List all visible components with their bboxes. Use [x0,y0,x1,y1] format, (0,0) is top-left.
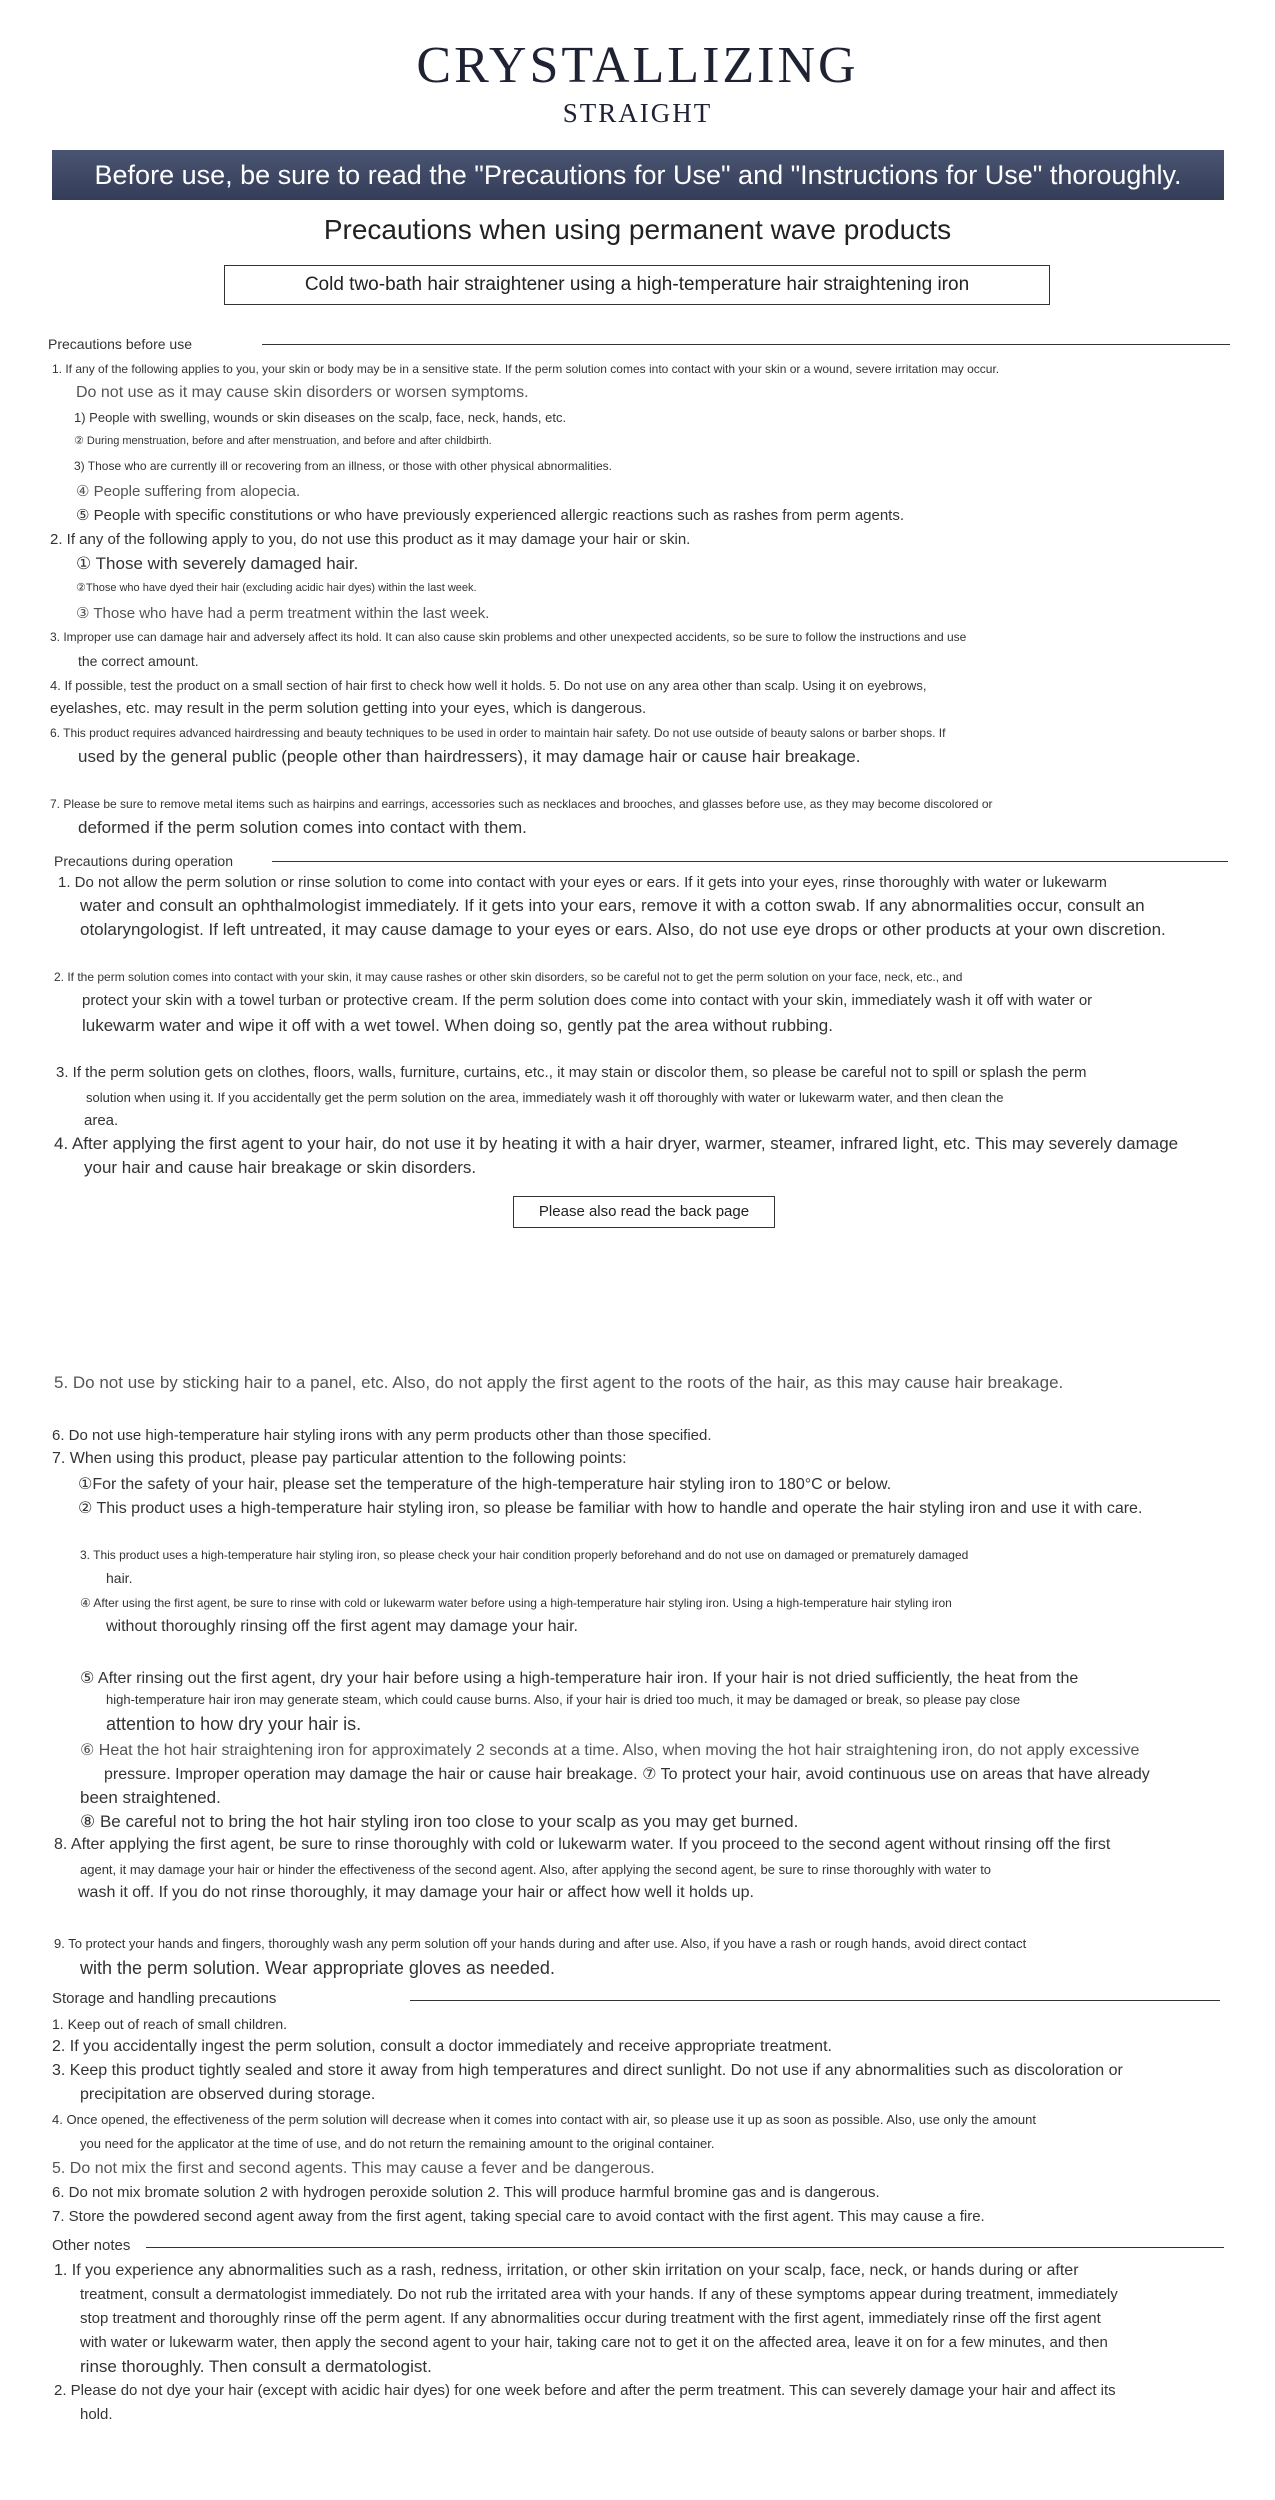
section-divider [146,2247,1224,2248]
text-line: ②Those who have dyed their hair (excluding acidic hair dyes) within the last week. [76,582,477,594]
text-line: ③ Those who have had a perm treatment within the last week. [76,605,490,622]
text-line: ⑥ Heat the hot hair straightening iron for approximately 2 seconds at a time. Also, when moving the hot hair straightening iron, do not apply excessive [80,1742,1140,1759]
text-line: ⑧ Be careful not to bring the hot hair styling iron too close to your scalp as you may get burned. [80,1812,799,1831]
text-line: you need for the applicator at the time of use, and do not return the remaining amount to the original container. [80,2136,715,2151]
text-line: ④ After using the first agent, be sure to rinse with cold or lukewarm water before using a high-temperature hair styling iron. Using a high-temperature hair styling iron [80,1596,952,1610]
text-line: water and consult an ophthalmologist immediately. If it gets into your ears, remove it with a cotton swab. If any abnormalities occur, consult an [80,896,1145,915]
text-line: 4. After applying the first agent to your hair, do not use it by heating it with a hair dryer, warmer, steamer, infrared light, etc. This may severely damage [54,1134,1179,1153]
text-line: 3. This product uses a high-temperature hair styling iron, so please check your hair condition properly beforehand and do not use on damaged or prematurely damaged [80,1548,969,1562]
text-line: 1. Keep out of reach of small children. [52,2016,288,2032]
text-line: ② During menstruation, before and after menstruation, and before and after childbirth. [74,435,492,447]
text-line: with the perm solution. Wear appropriate gloves as needed. [80,1958,555,1978]
section-divider [272,861,1228,862]
text-line: area. [84,1112,119,1129]
text-line: 4. Once opened, the effectiveness of the perm solution will decrease when it comes into contact with air, so please use it up as soon as possible. Also, use only the amount [52,2112,1036,2127]
text-line: 5. Do not use by sticking hair to a panel, etc. Also, do not apply the first agent to the roots of the hair, as this may cause hair breakage. [54,1373,1064,1392]
text-line: wash it off. If you do not rinse thoroughly, it may damage your hair or affect how well it holds up. [78,1884,754,1901]
section-heading-during-operation: Precautions during operation [54,853,234,869]
brand-name: CRYSTALLIZING [416,37,859,94]
text-line: solution when using it. If you accidentally get the perm solution on the area, immediately wash it off thoroughly with water or lukewarm water, and then clean the [86,1090,1004,1105]
section-heading-other: Other notes [52,2237,131,2254]
text-line: 6. This product requires advanced hairdressing and beauty techniques to be used in order to maintain hair safety. Do not use outside of beauty salons or barber shops. If [50,726,946,740]
text-line: 5. Do not mix the first and second agents. This may cause a fever and be dangerous. [52,2160,655,2177]
text-line: the correct amount. [78,653,199,669]
text-line: high-temperature hair iron may generate steam, which could cause burns. Also, if your hair is dried too much, it may be damaged or break, so please pay close [106,1692,1021,1707]
text-line: precipitation are observed during storage. [80,2086,376,2103]
text-line: ② This product uses a high-temperature hair styling iron, so please be familiar with how to handle and operate the hair styling iron and use it with care. [78,1500,1143,1517]
text-line: ⑤ People with specific constitutions or who have previously experienced allergic reactions such as rashes from perm agents. [76,507,905,524]
text-line: lukewarm water and wipe it off with a wet towel. When doing so, gently pat the area without rubbing. [82,1016,833,1035]
text-line: 8. After applying the first agent, be sure to rinse thoroughly with cold or lukewarm water. If you proceed to the second agent without rinsing off the first [54,1836,1111,1853]
text-line: 7. Store the powdered second agent away from the first agent, taking special care to avoid contact with the first agent. This may cause a fire. [52,2208,985,2225]
text-line: otolaryngologist. If left untreated, it may cause damage to your eyes or ears. Also, do not use eye drops or other products at your own discretion. [80,920,1166,939]
text-line: your hair and cause hair breakage or skin disorders. [84,1158,477,1177]
text-line: 1. Do not allow the perm solution or rinse solution to come into contact with your eyes or ears. If it gets into your eyes, rinse thoroughly with water or lukewarm [58,874,1107,891]
text-line: used by the general public (people other than hairdressers), it may damage hair or cause hair breakage. [78,747,861,766]
text-line: protect your skin with a towel turban or protective cream. If the perm solution does come into contact with your skin, immediately wash it off with water or [82,992,1093,1009]
text-line: deformed if the perm solution comes into contact with them. [78,818,527,837]
text-line: ①For the safety of your hair, please set the temperature of the high-temperature hair styling iron to 180°C or below. [78,1476,892,1493]
section-divider [410,2000,1220,2001]
text-line: pressure. Improper operation may damage the hair or cause hair breakage. ⑦ To protect your hair, avoid continuous use on areas that have already [104,1766,1150,1783]
text-line: Do not use as it may cause skin disorders or worsen symptoms. [76,384,529,401]
text-line: 2. Please do not dye your hair (except with acidic hair dyes) for one week before and after the perm treatment. This can severely damage your hair and affect its [54,2382,1116,2399]
text-line: 3. Improper use can damage hair and adversely affect its hold. It can also cause skin problems and other unexpected accidents, so be sure to follow the instructions and use [50,630,967,644]
text-line: attention to how dry your hair is. [106,1714,362,1734]
text-line: 1) People with swelling, wounds or skin diseases on the scalp, face, neck, hands, etc. [74,410,567,425]
text-line: 2. If any of the following apply to you, do not use this product as it may damage your hair or skin. [50,531,691,548]
text-line: 9. To protect your hands and fingers, thoroughly wash any perm solution off your hands during and after use. Also, if you have a rash or rough hands, avoid direct contact [54,1936,1027,1951]
text-line: ④ People suffering from alopecia. [76,483,301,500]
product-subtitle: Cold two-bath hair straightener using a high-temperature hair straightening iron [224,265,1050,305]
text-line: eyelashes, etc. may result in the perm solution getting into your eyes, which is dangerous. [50,700,647,717]
text-line: hold. [80,2406,113,2423]
back-page-note: Please also read the back page [513,1196,775,1228]
section-heading-storage: Storage and handling precautions [52,1990,277,2007]
text-line: 3. Keep this product tightly sealed and store it away from high temperatures and direct sunlight. Do not use if any abnormalities such as discoloration or [52,2062,1123,2079]
text-line: rinse thoroughly. Then consult a dermatologist. [80,2357,432,2376]
text-line: 4. If possible, test the product on a small section of hair first to check how well it holds. 5. Do not use on any area other than scalp. Using it on eyebrows, [50,678,927,693]
brand-subname: STRAIGHT [562,98,713,128]
text-line: 6. Do not use high-temperature hair styling irons with any perm products other than those specified. [52,1427,712,1444]
text-line: 2. If the perm solution comes into contact with your skin, it may cause rashes or other skin disorders, so be careful not to get the perm solution on your face, neck, etc., and [54,970,963,984]
text-line: stop treatment and thoroughly rinse off the perm agent. If any abnormalities occur during treatment with the first agent, immediately rinse off the first agent [80,2310,1101,2327]
text-line: hair. [106,1570,133,1586]
text-line: 2. If you accidentally ingest the perm solution, consult a doctor immediately and receive appropriate treatment. [52,2038,832,2055]
text-line: treatment, consult a dermatologist immediately. Do not rub the irritated area with your hands. If any of these symptoms appear during treatment, immediately [80,2286,1118,2303]
text-line: 7. When using this product, please pay particular attention to the following points: [52,1450,627,1467]
text-line: with water or lukewarm water, then apply the second agent to your hair, taking care not to get it on the affected area, leave it on for a few minutes, and then [80,2334,1108,2351]
text-line: without thoroughly rinsing off the first agent may damage your hair. [106,1618,578,1635]
page-title: Precautions when using permanent wave products [323,214,952,245]
text-line: ① Those with severely damaged hair. [76,554,359,573]
text-line: 7. Please be sure to remove metal items such as hairpins and earrings, accessories such as necklaces and brooches, and glasses before use, as they may become discolored or [50,797,993,811]
text-line: 3) Those who are currently ill or recovering from an illness, or those with other physical abnormalities. [74,459,613,473]
text-line: agent, it may damage your hair or hinder the effectiveness of the second agent. Also, after applying the second agent, be sure to rinse thoroughly with water to [80,1862,992,1877]
text-line: 1. If any of the following applies to you, your skin or body may be in a sensitive state. If the perm solution comes into contact with your skin or a wound, severe irritation may occur. [52,362,1000,376]
text-line: 3. If the perm solution gets on clothes, floors, walls, furniture, curtains, etc., it may stain or discolor them, so please be careful not to spill or splash the perm [56,1064,1087,1081]
text-line: 6. Do not mix bromate solution 2 with hydrogen peroxide solution 2. This will produce harmful bromine gas and is dangerous. [52,2184,880,2201]
warning-banner: Before use, be sure to read the "Precautions for Use" and "Instructions for Use" thoroughly. [52,150,1224,200]
text-line: 1. If you experience any abnormalities such as a rash, redness, irritation, or other skin irritation on your scalp, face, neck, or hands during or after [54,2262,1079,2279]
section-divider [262,344,1230,345]
text-line: been straightened. [80,1788,221,1807]
brand-logo [0,36,1275,128]
text-line: ⑤ After rinsing out the first agent, dry your hair before using a high-temperature hair iron. If your hair is not dried sufficiently, the heat from the [80,1670,1079,1687]
section-heading-before-use: Precautions before use [48,336,192,352]
